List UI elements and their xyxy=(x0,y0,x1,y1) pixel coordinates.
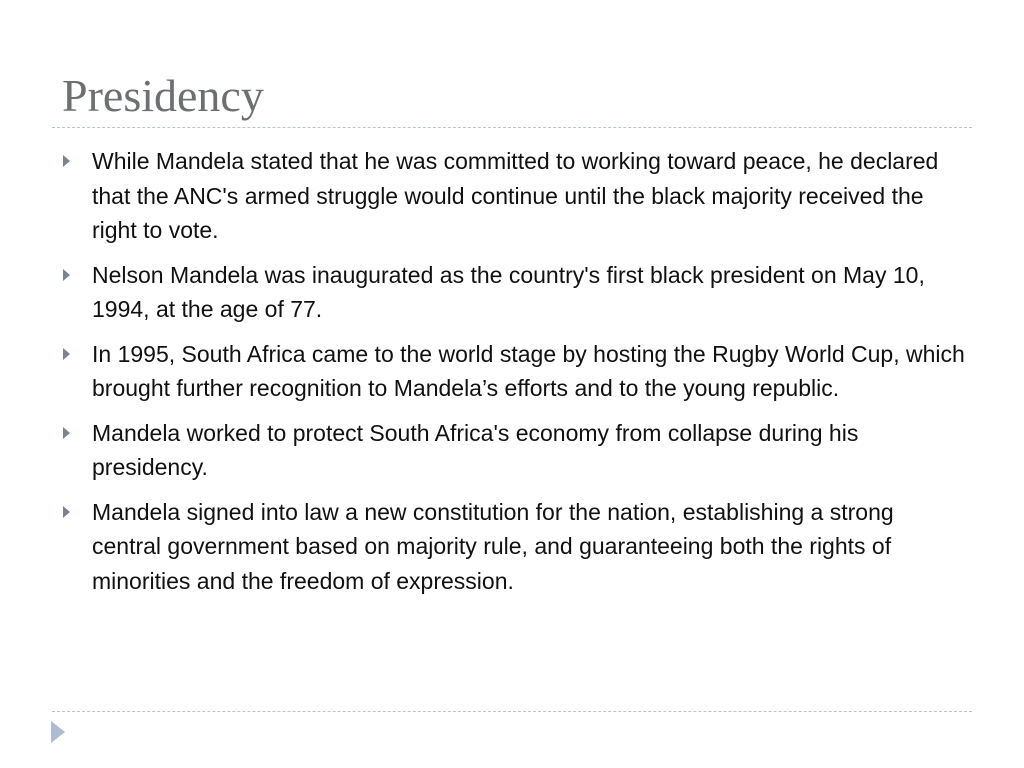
triangle-bullet-icon xyxy=(63,269,70,281)
bullet-item xyxy=(60,495,965,599)
bullet-text: Nelson Mandela was inaugurated as the country's first black president on May 10, 1994, at the age of 77. xyxy=(92,261,925,322)
bullet-text: Mandela signed into law a new constitution for the nation, establishing a strong central government based on majority rule, and guaranteeing both the rights of minorities and the freedom of expression. xyxy=(92,498,894,594)
slide-title: Presidency xyxy=(62,70,264,121)
slide-content xyxy=(60,144,965,608)
bullet-list xyxy=(60,144,965,598)
bullet-text: In 1995, South Africa came to the world stage by hosting the Rugby World Cup, which brought further recognition to Mandela’s efforts and to the young republic. xyxy=(92,340,965,401)
triangle-next-icon xyxy=(51,721,65,743)
bullet-text: Mandela worked to protect South Africa's economy from collapse during his presidency. xyxy=(92,419,859,480)
title-divider xyxy=(52,127,972,128)
triangle-bullet-icon xyxy=(63,506,70,518)
triangle-bullet-icon xyxy=(63,155,70,167)
bullet-text: While Mandela stated that he was committed to working toward peace, he declared that the ANC's armed struggle would continue until the black majority received the right to vote. xyxy=(92,148,939,243)
triangle-bullet-icon xyxy=(63,427,70,439)
bullet-item xyxy=(60,144,965,248)
footer-divider xyxy=(52,711,972,712)
bullet-item xyxy=(60,416,965,485)
triangle-bullet-icon xyxy=(63,348,70,360)
bullet-item xyxy=(60,258,965,327)
bullet-item xyxy=(60,337,965,406)
